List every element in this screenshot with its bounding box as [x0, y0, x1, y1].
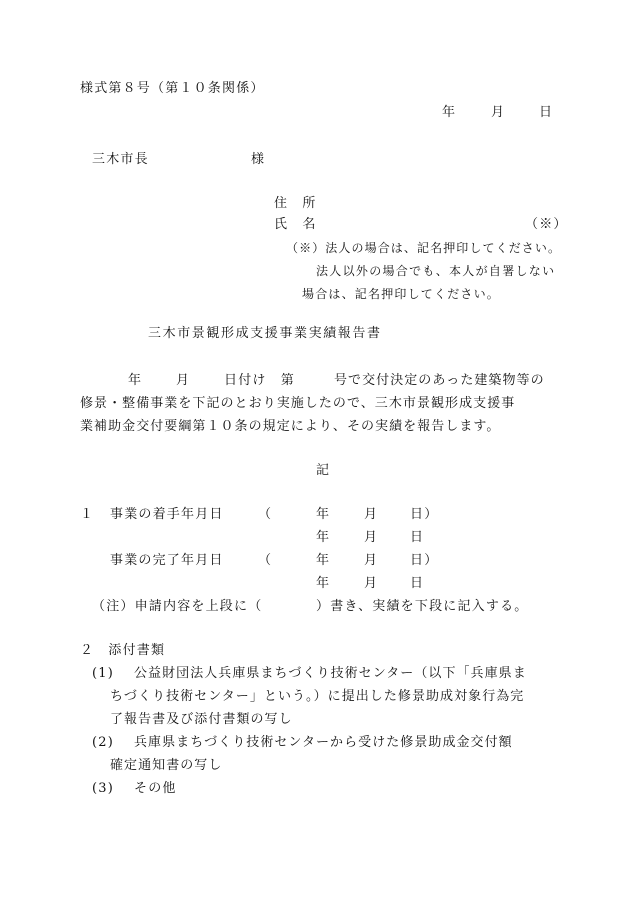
start-month: 月 [364, 507, 379, 522]
body-line2: 修景・整備事業を下記のとおり実施したので、三木市景観形成支援事 [80, 396, 516, 411]
body-line3: 業補助金交付要綱第１０条の規定により、その実績を報告します。 [80, 419, 501, 434]
item2-line2: 確定通知書の写し [110, 758, 223, 773]
ki-heading: 記 [316, 463, 331, 478]
item3-marker: (3) [92, 781, 115, 796]
date-year-label: 年 [442, 105, 457, 120]
document-title: 三木市景観形成支援事業実績報告書 [148, 326, 382, 341]
section2-heading: ２ 添付書類 [80, 643, 166, 658]
end-paren: （ [258, 553, 273, 568]
name-label: 氏 名 [274, 217, 317, 232]
applicant-note-line1: （※）法人の場合は、記名押印してください。 [286, 241, 562, 255]
applicant-note-line3: 場合は、記名押印してください。 [302, 287, 501, 301]
date-day-label: 日 [539, 105, 554, 120]
body-month: 月 [176, 373, 191, 388]
item1-marker: (1) [92, 666, 115, 681]
addressee-mayor: 三木市長 [92, 152, 149, 167]
start-actual-year: 年 [316, 530, 331, 545]
start-day: 日） [410, 507, 439, 522]
item2-line1: 兵庫県まちづくり技術センターから受けた修景助成金交付額 [134, 735, 513, 750]
body-year: 年 [128, 373, 143, 388]
end-year: 年 [316, 553, 331, 568]
body-line1-tail: 号で交付決定のあった建築物等の [334, 373, 545, 388]
section1-number: １ [80, 507, 95, 522]
item1-line2: ちづくり技術センター」という。）に提出した修景助成対象行為完 [110, 689, 525, 704]
section1-note-prefix: （注）申請内容を上段に（ [92, 599, 263, 614]
addressee-honorific: 様 [251, 152, 266, 167]
applicant-note-line2: 法人以外の場合でも、本人が自署しない [316, 264, 556, 278]
start-actual-day: 日 [410, 530, 425, 545]
item2-marker: (2) [92, 735, 115, 750]
item1-line3: 了報告書及び添付書類の写し [110, 712, 293, 727]
body-date-number: 日付け 第 [224, 373, 296, 388]
end-actual-day: 日 [410, 576, 425, 591]
start-date-label: 事業の着手年月日 [110, 507, 224, 522]
start-year: 年 [316, 507, 331, 522]
end-actual-year: 年 [316, 576, 331, 591]
item3-line1: その他 [134, 781, 177, 796]
end-date-label: 事業の完了年月日 [110, 553, 224, 568]
start-actual-month: 月 [364, 530, 379, 545]
date-month-label: 月 [491, 105, 506, 120]
seal-mark: （※） [525, 217, 568, 232]
item1-line1: 公益財団法人兵庫県まちづくり技術センター（以下「兵庫県ま [134, 666, 527, 681]
address-label: 住 所 [274, 196, 317, 211]
end-actual-month: 月 [364, 576, 379, 591]
form-number: 様式第８号（第１０条関係） [80, 81, 265, 96]
section1-note-suffix: ）書き、実績を下段に記入する。 [316, 599, 529, 614]
start-paren: （ [258, 507, 273, 522]
end-day: 日） [410, 553, 439, 568]
end-month: 月 [364, 553, 379, 568]
